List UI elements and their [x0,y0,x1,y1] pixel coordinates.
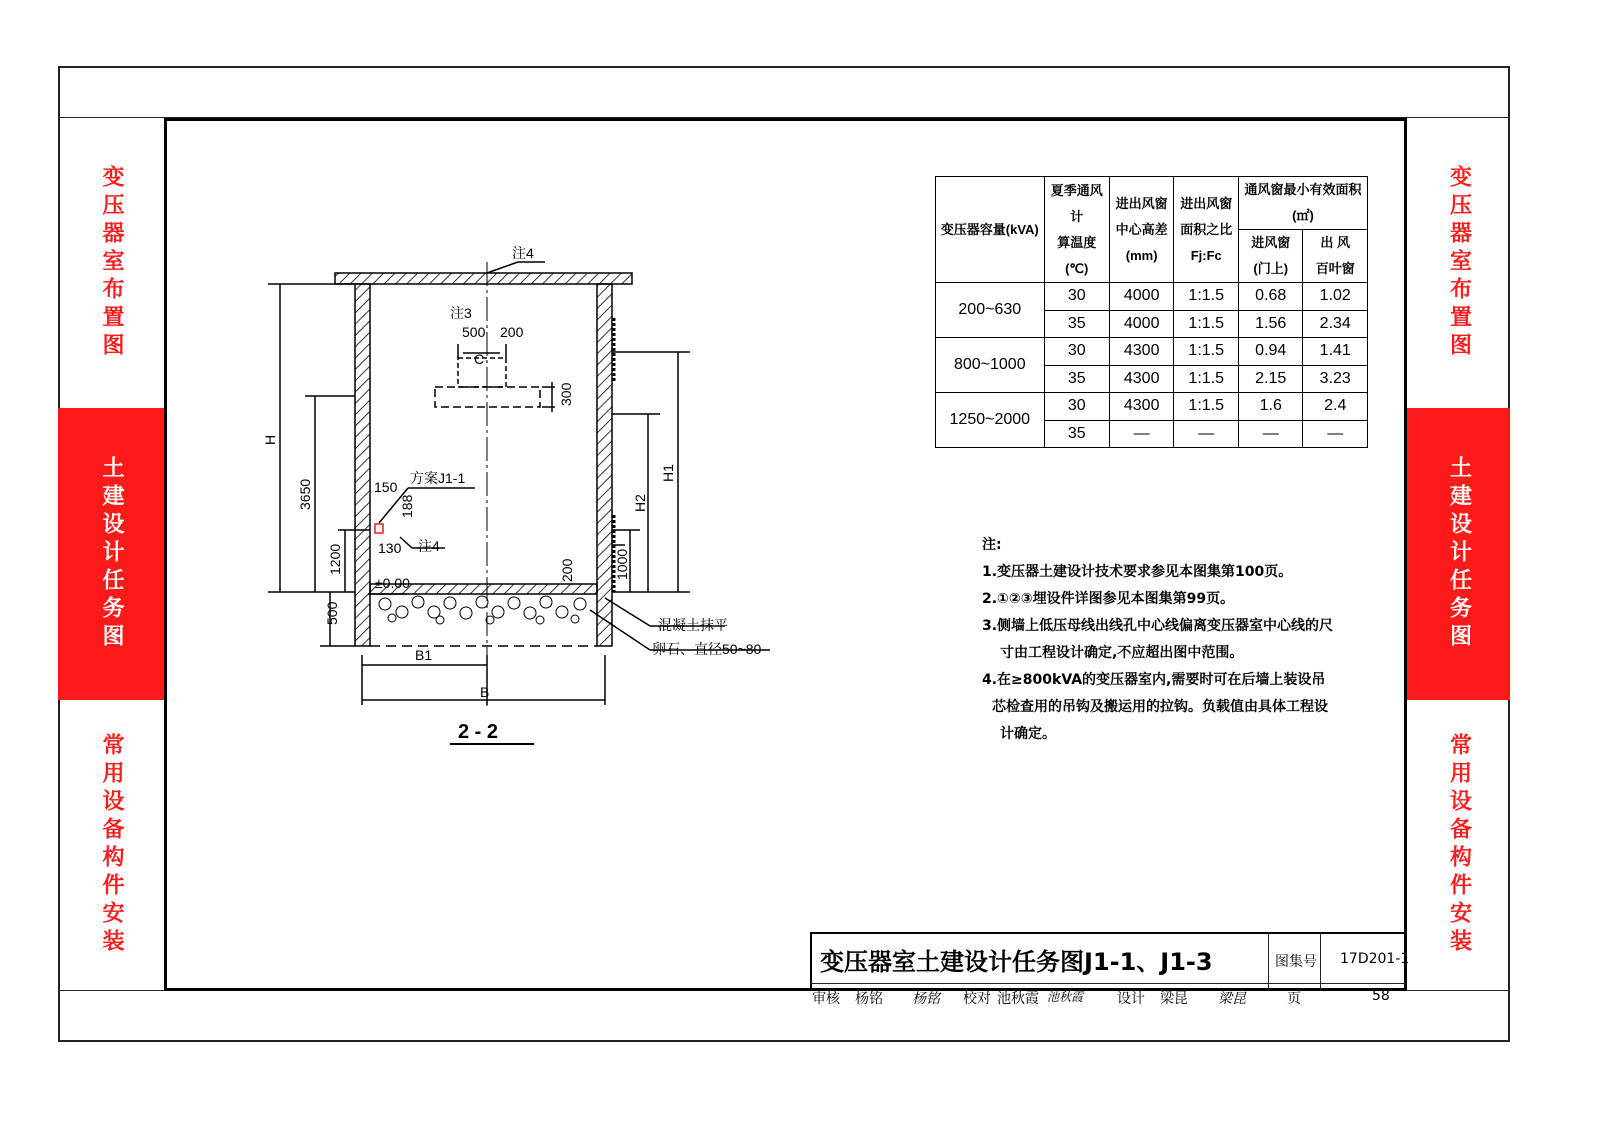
cell: 1:1.5 [1174,393,1239,421]
notes-block [982,532,1362,748]
left-wall [355,284,370,646]
cell: 3.23 [1303,365,1368,393]
cell: 4300 [1109,338,1174,366]
note-3-cont: 寸由工程设计确定,不应超出图中范围。 [1000,645,1244,661]
cell: 35 [1044,310,1109,338]
note-2: 2.①②③埋设件详图参见本图集第99页。 [982,591,1235,607]
label-h2: H2 [632,494,648,512]
page-number: 58 [1372,988,1390,1004]
th-outlet: 出 风 百叶窗 [1303,230,1368,283]
cell-capacity: 200~630 [936,283,1045,338]
label-pebble: 卵石、直径50~80 [652,641,762,657]
cell: — [1303,420,1368,448]
right-tab-civil-label: 土建设计任务图 [1446,456,1472,652]
opening-marker [375,524,383,533]
label-scheme: 方案J1-1 [410,470,466,486]
label-200-floor: 200 [559,558,575,582]
cell: 1.56 [1239,310,1303,338]
cell: 2.15 [1239,365,1303,393]
label-level: ±0.00 [375,575,410,591]
cell: 1.6 [1239,393,1303,421]
label-500-left: 500 [324,601,340,625]
note-3: 3.侧墙上低压母线出线孔中心线偏离变压器室中心线的尺 [982,618,1334,634]
cell: 4300 [1109,393,1174,421]
label-1200: 1200 [327,543,343,575]
cell: 35 [1044,365,1109,393]
label-130: 130 [378,540,402,556]
cell: 2.34 [1303,310,1368,338]
right-tab-layout-label: 变压器室布置图 [1446,165,1472,361]
cell: 4000 [1109,283,1174,311]
label-c: C [474,351,485,367]
label-note4-mid: 注4 [418,538,440,554]
cell: 35 [1044,420,1109,448]
section-title: 2 - 2 [458,721,499,743]
table-row [936,283,1368,311]
cell: 0.94 [1239,338,1303,366]
right-tab-equipment-label: 常用设备构件安装 [1446,733,1472,957]
drawing-title: 变压器室土建设计任务图J1-1、J1-3 [820,948,1213,976]
cell: 30 [1044,283,1109,311]
cell: 4300 [1109,365,1174,393]
left-tab-equipment-label: 常用设备构件安装 [99,733,124,957]
table-row [936,338,1368,366]
th-min-area: 通风窗最小有效面积 (㎡) [1239,177,1368,230]
cell-capacity: 1250~2000 [936,393,1045,448]
checker-signature: 池秋霞 [1047,990,1084,1004]
th-capacity: 变压器容量(kVA) [936,177,1045,283]
cell: 1:1.5 [1174,283,1239,311]
cell: — [1239,420,1303,448]
th-inlet: 进风窗 (门上) [1239,230,1303,283]
cell-capacity: 800~1000 [936,338,1045,393]
cell: 30 [1044,338,1109,366]
cell: 0.68 [1239,283,1303,311]
cell: 1:1.5 [1174,365,1239,393]
note-1: 1.变压器土建设计技术要求参见本图集第100页。 [982,564,1293,580]
note-4: 4.在≥800kVA的变压器室内,需要时可在后墙上装设吊 [982,672,1326,688]
cell: 1.41 [1303,338,1368,366]
label-b1: B1 [415,647,433,663]
cell: 2.4 [1303,393,1368,421]
tb-vline-2 [1320,932,1321,991]
label-h: H [262,434,278,445]
label-300: 300 [558,382,574,406]
ventilation-table [935,176,1368,448]
roof-slab [335,273,632,284]
design-label: 设计 [1117,991,1145,1007]
label-note4-top: 注4 [512,245,534,261]
tb-vline-1 [1268,932,1269,991]
th-temp: 夏季通风计 算温度 (℃) [1044,177,1109,283]
note-4-cont: 芯检查用的吊钩及搬运用的拉钩。负载值由具体工程设 [992,699,1328,715]
right-wall [597,284,612,646]
review-label: 审核 [812,991,840,1007]
designer-signature: 梁昆 [1218,991,1246,1007]
atlas-number: 17D201-1 [1340,951,1410,967]
designer-name: 梁昆 [1160,991,1188,1007]
check-label: 校对 [963,991,991,1007]
cell: — [1174,420,1239,448]
cell: 30 [1044,393,1109,421]
th-area-ratio: 进出风窗 面积之比 Fj:Fc [1174,177,1239,283]
label-500: 500 [462,324,486,340]
atlas-label: 图集号 [1275,954,1317,970]
cell: 1.02 [1303,283,1368,311]
cell: 4000 [1109,310,1174,338]
label-150: 150 [374,479,398,495]
label-200-top: 200 [500,324,524,340]
page-label: 页 [1287,991,1301,1007]
cell: 1:1.5 [1174,338,1239,366]
notes-heading: 注: [982,537,1002,553]
label-3650: 3650 [297,478,313,510]
reviewer-name: 杨铭 [855,991,883,1007]
cell: — [1109,420,1174,448]
table-row [936,393,1368,421]
th-height-diff: 进出风窗 中心高差 (mm) [1109,177,1174,283]
title-block-divider [810,983,1407,984]
reviewer-signature: 杨铭 [912,991,940,1007]
label-1000: 1000 [614,548,630,580]
cell: 1:1.5 [1174,310,1239,338]
label-note3: 注3 [450,305,472,321]
checker-name: 池秋霞 [997,991,1039,1007]
left-tab-layout-label: 变压器室布置图 [99,165,124,361]
label-b: B [480,684,490,700]
left-tab-civil-label: 土建设计任务图 [99,456,124,652]
note-4-cont2: 计确定。 [1000,726,1056,742]
label-concrete: 混凝土抹平 [658,617,728,633]
label-h1: H1 [660,464,676,482]
label-188: 188 [399,494,415,518]
pebble-fill [379,596,586,624]
